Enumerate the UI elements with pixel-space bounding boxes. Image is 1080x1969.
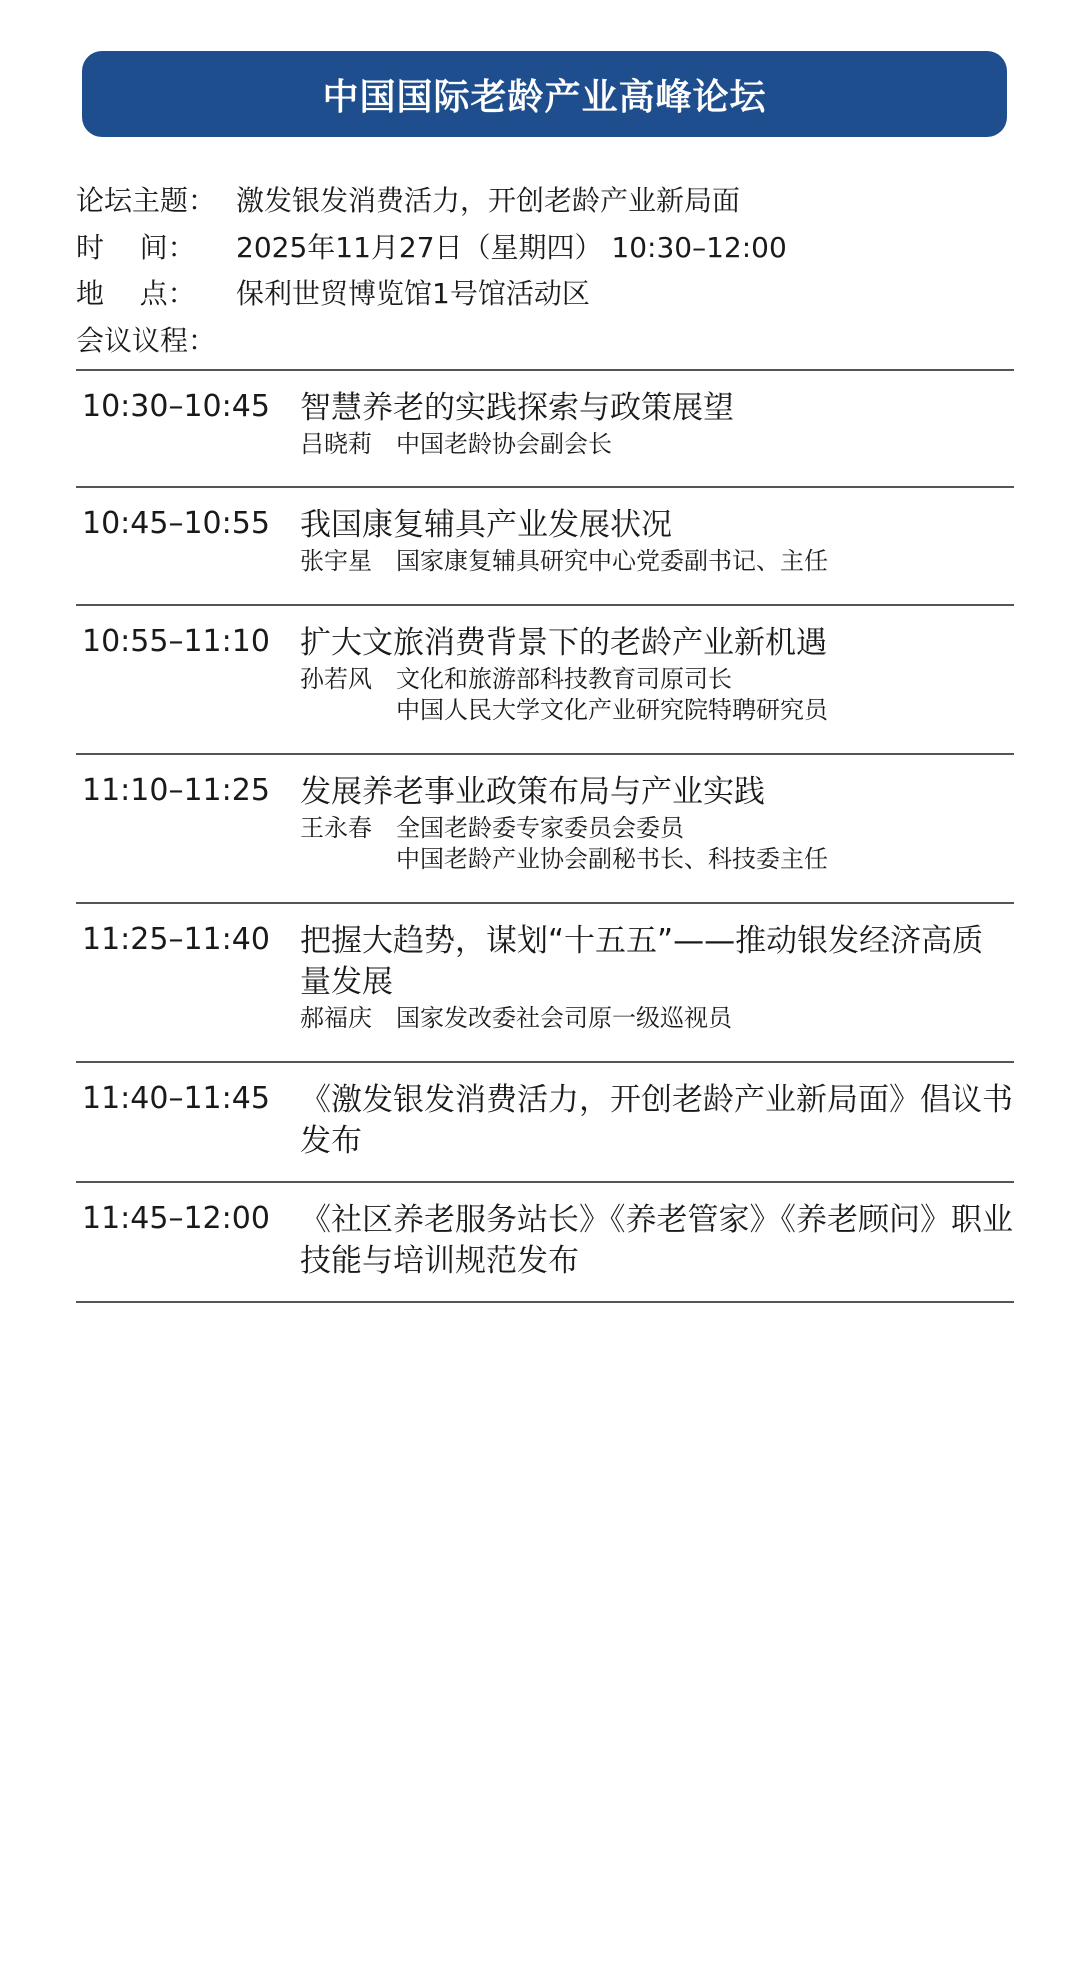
place-value: 保利世贸博览馆1号馆活动区 (236, 277, 590, 311)
speaker-role: 全国老龄委专家委员会委员 (396, 814, 684, 842)
agenda-item (76, 606, 1014, 755)
agenda-body (300, 772, 1014, 875)
agenda-item (76, 755, 1014, 904)
page-title: 中国国际老龄产业高峰论坛 (322, 76, 767, 118)
place-label: 地 点： (76, 277, 196, 311)
header-banner (82, 51, 1007, 137)
speaker-name: 吕晓莉 (300, 430, 372, 458)
info-row-agenda (76, 316, 1016, 363)
agenda-time: 10:45–10:55 (82, 506, 270, 541)
speaker-role: 国家发改委社会司原一级巡视员 (396, 1004, 732, 1032)
agenda-title: 把握大趋势，谋划“十五五”——推动银发经济高质量发展 (300, 923, 984, 1000)
agenda-title: 《激发银发消费活力，开创老龄产业新局面》倡议书发布 (300, 1082, 1013, 1159)
agenda-speaker (300, 1003, 1014, 1034)
theme-label: 论坛主题： (76, 184, 217, 218)
theme-value: 激发银发消费活力，开创老龄产业新局面 (236, 184, 741, 218)
speaker-role: 中国老龄协会副会长 (396, 430, 612, 458)
agenda-speaker (300, 546, 1014, 577)
agenda-item (76, 488, 1014, 606)
info-row-theme (76, 176, 1016, 223)
agenda-time: 10:30–10:45 (82, 389, 270, 424)
info-row-time (76, 223, 1016, 270)
agenda-speaker (300, 664, 1014, 726)
speaker-name: 张宇星 (300, 547, 372, 575)
forum-info (76, 176, 1016, 362)
agenda-time: 11:10–11:25 (82, 773, 270, 808)
speaker-name: 孙若风 (300, 665, 372, 693)
speaker-roles (396, 546, 1014, 577)
speaker-roles (396, 1003, 1014, 1034)
agenda-body (300, 921, 1014, 1034)
agenda-body (300, 1080, 1014, 1162)
agenda-body (300, 505, 1014, 577)
agenda-title: 《社区养老服务站长》《养老管家》《养老顾问》职业技能与培训规范发布 (300, 1202, 1013, 1279)
agenda-item (76, 904, 1014, 1063)
info-row-place (76, 269, 1016, 316)
agenda-title: 发展养老事业政策布局与产业实践 (300, 774, 765, 810)
agenda-time: 11:40–11:45 (82, 1081, 270, 1116)
speaker-role: 中国人民大学文化产业研究院特聘研究员 (396, 696, 828, 724)
time-value: 2025年11月27日（星期四） 10:30–12:00 (236, 230, 787, 264)
agenda-item (76, 371, 1014, 488)
speaker-roles (396, 813, 1014, 875)
agenda-title: 扩大文旅消费背景下的老龄产业新机遇 (300, 625, 827, 661)
agenda-time: 11:45–12:00 (82, 1201, 270, 1236)
time-label: 时 间： (76, 230, 196, 264)
speaker-roles (396, 664, 1014, 726)
agenda-body (300, 623, 1014, 726)
agenda-title: 智慧养老的实践探索与政策展望 (300, 390, 734, 426)
speaker-roles (396, 429, 1014, 460)
speaker-role: 中国老龄产业协会副秘书长、科技委主任 (396, 845, 828, 873)
agenda-list (76, 369, 1014, 1303)
agenda-speaker (300, 429, 1014, 460)
agenda-item (76, 1183, 1014, 1303)
agenda-time: 10:55–11:10 (82, 624, 270, 659)
agenda-label: 会议议程： (76, 323, 217, 357)
agenda-body (300, 1200, 1014, 1282)
speaker-name: 郝福庆 (300, 1004, 372, 1032)
speaker-role: 文化和旅游部科技教育司原司长 (396, 665, 732, 693)
speaker-name: 王永春 (300, 814, 372, 842)
speaker-role: 国家康复辅具研究中心党委副书记、主任 (396, 547, 828, 575)
agenda-item (76, 1063, 1014, 1183)
agenda-title: 我国康复辅具产业发展状况 (300, 507, 672, 543)
agenda-time: 11:25–11:40 (82, 922, 270, 957)
agenda-body (300, 388, 1014, 460)
agenda-speaker (300, 813, 1014, 875)
